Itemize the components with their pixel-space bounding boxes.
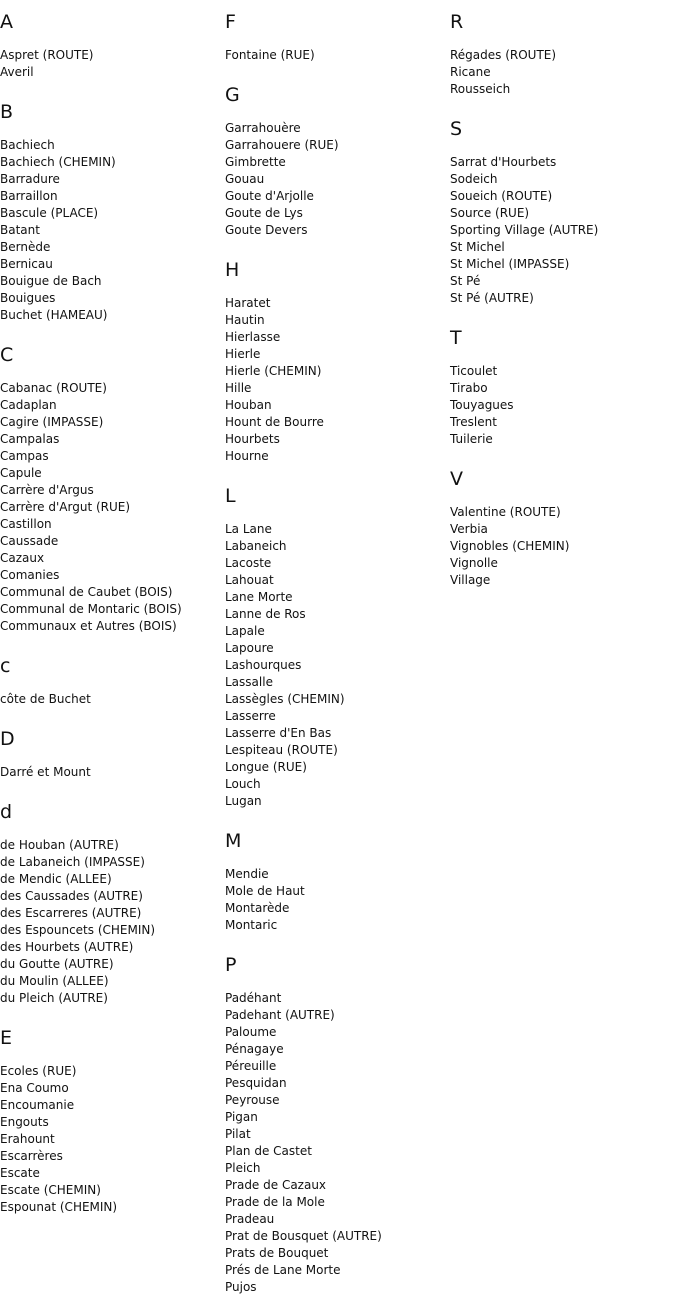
- street-list-item[interactable]: Pigan: [225, 1110, 258, 1124]
- street-list-item[interactable]: Hourbets: [225, 432, 280, 446]
- letter-section: [0, 655, 220, 708]
- street-list-item[interactable]: Capule: [0, 466, 42, 480]
- street-list-item[interactable]: Lapale: [225, 624, 265, 638]
- street-list-item[interactable]: Castillon: [0, 517, 52, 531]
- letter-section: [0, 344, 220, 635]
- street-list-item[interactable]: Ricane: [450, 65, 491, 79]
- street-list-item[interactable]: Garrahouère: [225, 121, 301, 135]
- street-list-item[interactable]: Prés de Lane Morte: [225, 1263, 341, 1277]
- street-list-item[interactable]: Goute de Lys: [225, 206, 303, 220]
- street-list-item[interactable]: St Pé: [450, 274, 481, 288]
- section-letter-heading: c: [0, 655, 11, 677]
- street-list-item[interactable]: côte de Buchet: [0, 692, 91, 706]
- street-list-item[interactable]: Bouigue de Bach: [0, 274, 102, 288]
- street-list-item[interactable]: Gimbrette: [225, 155, 286, 169]
- street-list-item[interactable]: St Michel (IMPASSE): [450, 257, 570, 271]
- street-list: [450, 504, 670, 589]
- street-list-item[interactable]: du Goutte (AUTRE): [0, 957, 114, 971]
- street-list-item[interactable]: Ticoulet: [450, 364, 498, 378]
- street-list-item[interactable]: Hount de Bourre: [225, 415, 324, 429]
- street-list-item[interactable]: Campalas: [0, 432, 60, 446]
- street-list-item[interactable]: Prats de Bouquet: [225, 1246, 329, 1260]
- section-letter-heading: P: [225, 954, 237, 976]
- section-letter-heading: E: [0, 1027, 13, 1049]
- street-list-item[interactable]: Padéhant: [225, 991, 282, 1005]
- street-list-item[interactable]: St Michel: [450, 240, 505, 254]
- street-list-item[interactable]: Lassègles (CHEMIN): [225, 692, 345, 706]
- index-column-1: [0, 0, 220, 1236]
- street-list-item[interactable]: Montaric: [225, 918, 278, 932]
- street-list-item[interactable]: Montarède: [225, 901, 290, 915]
- street-list-item[interactable]: Encoumanie: [0, 1098, 75, 1112]
- street-list-item[interactable]: Carrère d'Argus: [0, 483, 94, 497]
- street-list-item[interactable]: Cadaplan: [0, 398, 57, 412]
- index-column-3: [450, 0, 670, 609]
- street-list-item[interactable]: Pesquidan: [225, 1076, 287, 1090]
- street-list: [450, 154, 670, 307]
- street-list-item[interactable]: des Hourbets (AUTRE): [0, 940, 134, 954]
- street-list-item[interactable]: Rousseich: [450, 82, 511, 96]
- street-list-item[interactable]: Pujos: [225, 1280, 257, 1294]
- street-list-item[interactable]: Mole de Haut: [225, 884, 305, 898]
- street-list-item[interactable]: de Mendic (ALLEE): [0, 872, 112, 886]
- street-list-item[interactable]: Lassalle: [225, 675, 273, 689]
- street-list: [0, 380, 220, 635]
- section-letter-heading: d: [0, 801, 13, 823]
- street-list-item[interactable]: Verbia: [450, 522, 488, 536]
- street-list-item[interactable]: Ena Coumo: [0, 1081, 69, 1095]
- street-list-item[interactable]: Barraillon: [0, 189, 58, 203]
- letter-section: [225, 830, 445, 934]
- street-list-item[interactable]: Lashourques: [225, 658, 302, 672]
- street-list-item[interactable]: Hille: [225, 381, 252, 395]
- letter-section: [0, 101, 220, 324]
- street-list: [225, 990, 445, 1296]
- street-list-item[interactable]: Lespiteau (ROUTE): [225, 743, 338, 757]
- street-list-item[interactable]: Hierle: [225, 347, 261, 361]
- street-list-item[interactable]: Lasserre: [225, 709, 276, 723]
- street-list-item[interactable]: Hourne: [225, 449, 269, 463]
- letter-section: [0, 801, 220, 1007]
- street-list: [225, 120, 445, 239]
- street-list-item[interactable]: La Lane: [225, 522, 272, 536]
- street-list-item[interactable]: Pleich: [225, 1161, 261, 1175]
- street-list: [450, 363, 670, 448]
- street-list-item[interactable]: Louch: [225, 777, 261, 791]
- street-list-item[interactable]: Engouts: [0, 1115, 49, 1129]
- street-list-item[interactable]: Darré et Mount: [0, 765, 91, 779]
- street-list-item[interactable]: Bachiech: [0, 138, 55, 152]
- street-list-item[interactable]: Longue (RUE): [225, 760, 307, 774]
- street-list-item[interactable]: Lahouat: [225, 573, 274, 587]
- street-list-item[interactable]: de Houban (AUTRE): [0, 838, 119, 852]
- street-list-item[interactable]: Prade de la Mole: [225, 1195, 325, 1209]
- letter-section: [0, 11, 220, 81]
- street-list-item[interactable]: Tuilerie: [450, 432, 493, 446]
- street-list-item[interactable]: Bouigues: [0, 291, 56, 305]
- section-letter-heading: L: [225, 485, 236, 507]
- street-list-item[interactable]: Houban: [225, 398, 272, 412]
- street-list: [225, 295, 445, 465]
- street-list-item[interactable]: Cagire (IMPASSE): [0, 415, 104, 429]
- street-list-item[interactable]: Buchet (HAMEAU): [0, 308, 108, 322]
- street-list-item[interactable]: Lapoure: [225, 641, 274, 655]
- street-list-item[interactable]: Carrère d'Argut (RUE): [0, 500, 131, 514]
- street-list-item[interactable]: Prat de Bousquet (AUTRE): [225, 1229, 382, 1243]
- street-list-item[interactable]: Valentine (ROUTE): [450, 505, 561, 519]
- street-list-item[interactable]: Hautin: [225, 313, 265, 327]
- street-list-item[interactable]: Batant: [0, 223, 40, 237]
- street-list-item[interactable]: Cabanac (ROUTE): [0, 381, 107, 395]
- street-list-item[interactable]: Escate: [0, 1166, 40, 1180]
- street-list-item[interactable]: Source (RUE): [450, 206, 530, 220]
- street-list-item[interactable]: Fontaine (RUE): [225, 48, 315, 62]
- street-list-item[interactable]: Hierlasse: [225, 330, 281, 344]
- street-list: [0, 47, 220, 81]
- section-letter-heading: C: [0, 344, 14, 366]
- street-list-item[interactable]: Plan de Castet: [225, 1144, 312, 1158]
- street-list-item[interactable]: Goute Devers: [225, 223, 308, 237]
- street-list-item[interactable]: Campas: [0, 449, 49, 463]
- street-list-item[interactable]: Ecoles (RUE): [0, 1064, 77, 1078]
- street-list-item[interactable]: Tirabo: [450, 381, 488, 395]
- street-list-item[interactable]: Régades (ROUTE): [450, 48, 557, 62]
- street-list-item[interactable]: Espounat (CHEMIN): [0, 1200, 118, 1214]
- street-list: [450, 47, 670, 98]
- street-list-item[interactable]: Bachiech (CHEMIN): [0, 155, 116, 169]
- letter-section: [0, 1027, 220, 1216]
- street-list-item[interactable]: Padehant (AUTRE): [225, 1008, 335, 1022]
- section-letter-heading: R: [450, 11, 464, 33]
- street-list-item[interactable]: Bernicau: [0, 257, 53, 271]
- street-list: [0, 1063, 220, 1216]
- street-list-item[interactable]: Averil: [0, 65, 34, 79]
- street-list-item[interactable]: Paloume: [225, 1025, 277, 1039]
- letter-section: [225, 259, 445, 465]
- street-list-item[interactable]: Cazaux: [0, 551, 45, 565]
- street-list: [225, 866, 445, 934]
- street-list-item[interactable]: Caussade: [0, 534, 59, 548]
- street-list-item[interactable]: Communaux et Autres (BOIS): [0, 619, 177, 633]
- street-list-item[interactable]: Sarrat d'Hourbets: [450, 155, 557, 169]
- street-list-item[interactable]: Communal de Caubet (BOIS): [0, 585, 173, 599]
- letter-section: [225, 954, 445, 1296]
- street-list-item[interactable]: Prade de Cazaux: [225, 1178, 327, 1192]
- section-letter-heading: F: [225, 11, 236, 33]
- street-list-item[interactable]: St Pé (AUTRE): [450, 291, 534, 305]
- section-letter-heading: M: [225, 830, 242, 852]
- letter-section: [225, 485, 445, 810]
- section-letter-heading: S: [450, 118, 463, 140]
- street-list-item[interactable]: Vignobles (CHEMIN): [450, 539, 570, 553]
- street-list-item[interactable]: Communal de Montaric (BOIS): [0, 602, 182, 616]
- street-list-item[interactable]: Lacoste: [225, 556, 272, 570]
- letter-section: [450, 11, 670, 98]
- street-list-item[interactable]: Escate (CHEMIN): [0, 1183, 101, 1197]
- street-list-item[interactable]: Erahount: [0, 1132, 55, 1146]
- letter-section: [225, 11, 445, 64]
- street-list-item[interactable]: de Labaneich (IMPASSE): [0, 855, 145, 869]
- street-list-item[interactable]: Lane Morte: [225, 590, 293, 604]
- street-list-item[interactable]: Village: [450, 573, 491, 587]
- street-list-item[interactable]: Sporting Village (AUTRE): [450, 223, 599, 237]
- street-list-item[interactable]: Lanne de Ros: [225, 607, 306, 621]
- street-list-item[interactable]: Sodeich: [450, 172, 498, 186]
- street-list-item[interactable]: Pradeau: [225, 1212, 275, 1226]
- street-list: [225, 521, 445, 810]
- street-list-item[interactable]: Lasserre d'En Bas: [225, 726, 332, 740]
- street-list-item[interactable]: Lugan: [225, 794, 262, 808]
- street-list-item[interactable]: Gouau: [225, 172, 265, 186]
- street-list-item[interactable]: Barradure: [0, 172, 60, 186]
- street-list-item[interactable]: Aspret (ROUTE): [0, 48, 94, 62]
- street-list: [0, 837, 220, 1007]
- letter-section: [450, 327, 670, 448]
- street-list-item[interactable]: Pénagaye: [225, 1042, 284, 1056]
- street-list-item[interactable]: Comanies: [0, 568, 60, 582]
- section-letter-heading: T: [450, 327, 462, 349]
- street-list: [225, 47, 445, 64]
- street-list: [0, 691, 220, 708]
- letter-section: [225, 84, 445, 239]
- section-letter-heading: V: [450, 468, 463, 490]
- street-list-item[interactable]: Vignolle: [450, 556, 498, 570]
- street-list-item[interactable]: Treslent: [450, 415, 497, 429]
- section-letter-heading: B: [0, 101, 14, 123]
- letter-section: [450, 468, 670, 589]
- letter-section: [0, 728, 220, 781]
- street-list-item[interactable]: des Caussades (AUTRE): [0, 889, 143, 903]
- street-list-item[interactable]: Escarrères: [0, 1149, 63, 1163]
- street-list: [0, 137, 220, 324]
- street-list-item[interactable]: des Escarreres (AUTRE): [0, 906, 142, 920]
- section-letter-heading: H: [225, 259, 240, 281]
- street-list-item[interactable]: Mendie: [225, 867, 269, 881]
- street-list-item[interactable]: Goute d'Arjolle: [225, 189, 314, 203]
- street-list-item[interactable]: du Moulin (ALLEE): [0, 974, 109, 988]
- section-letter-heading: D: [0, 728, 15, 750]
- street-list-item[interactable]: Bernède: [0, 240, 51, 254]
- street-list-item[interactable]: Garrahouere (RUE): [225, 138, 339, 152]
- street-list: [0, 764, 220, 781]
- street-list-item[interactable]: Bascule (PLACE): [0, 206, 99, 220]
- street-list-item[interactable]: Soueich (ROUTE): [450, 189, 553, 203]
- street-list-item[interactable]: Pilat: [225, 1127, 251, 1141]
- street-list-item[interactable]: des Espouncets (CHEMIN): [0, 923, 156, 937]
- street-list-item[interactable]: du Pleich (AUTRE): [0, 991, 108, 1005]
- street-list-item[interactable]: Hierle (CHEMIN): [225, 364, 322, 378]
- street-list-item[interactable]: Haratet: [225, 296, 271, 310]
- street-list-item[interactable]: Peyrouse: [225, 1093, 280, 1107]
- street-list-item[interactable]: Péreuille: [225, 1059, 277, 1073]
- street-list-item[interactable]: Touyagues: [450, 398, 514, 412]
- section-letter-heading: G: [225, 84, 240, 106]
- section-letter-heading: A: [0, 11, 13, 33]
- letter-section: [450, 118, 670, 307]
- street-list-item[interactable]: Labaneich: [225, 539, 287, 553]
- index-column-2: [225, 0, 445, 1316]
